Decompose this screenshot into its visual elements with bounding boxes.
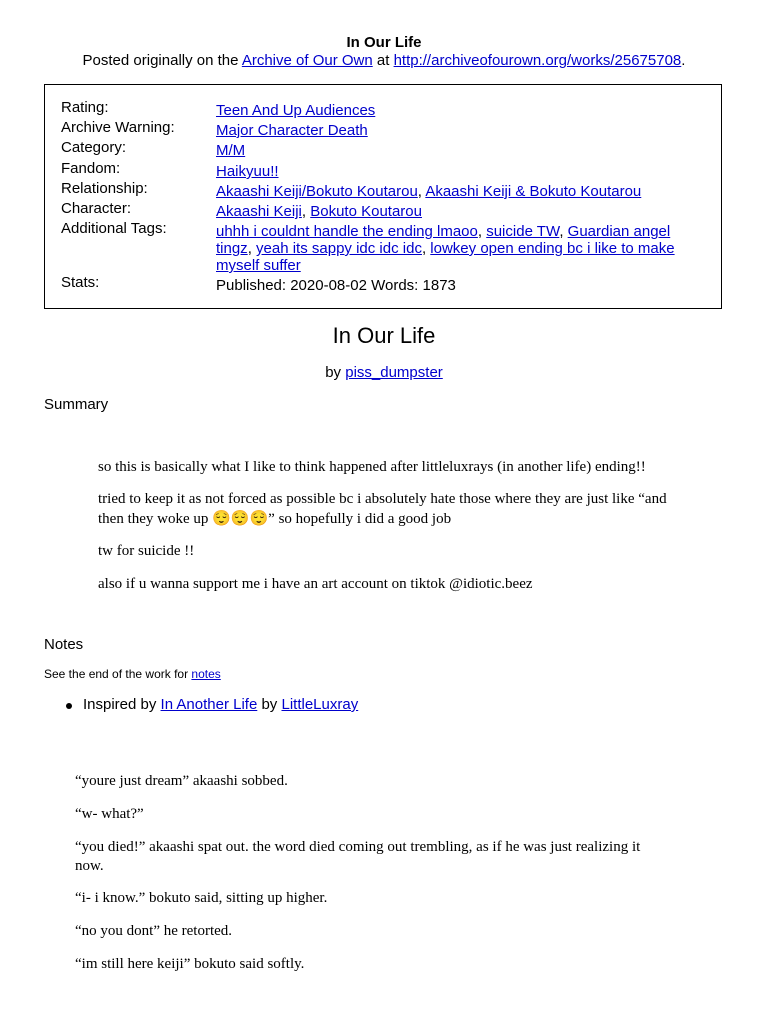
- relationship-link[interactable]: Akaashi Keiji/Bokuto Koutarou: [216, 183, 418, 200]
- tag-link[interactable]: uhhh i couldnt handle the ending lmaoo: [216, 223, 478, 240]
- warning-label: Archive Warning:: [61, 119, 175, 136]
- tag-link[interactable]: Guardian angel tingz: [216, 223, 671, 257]
- notes-heading: Notes: [44, 636, 84, 653]
- character-label: Character:: [61, 200, 132, 217]
- posted-line: [0, 52, 768, 69]
- warning-link[interactable]: Major Character Death: [216, 122, 368, 139]
- character-link[interactable]: Bokuto Koutarou: [310, 203, 422, 220]
- relationship-list: Akaashi Keiji/Bokuto Koutarou, Akaashi Keiji & Bokuto Koutarou: [216, 183, 642, 200]
- see-end-text: See the end of the work for: [44, 667, 192, 681]
- stats-value: Published: 2020-08-02 Words: 1873: [216, 277, 456, 294]
- rating-link[interactable]: Teen And Up Audiences: [216, 102, 376, 119]
- summary-paragraph: tried to keep it as not forced as possible bc i absolutely hate those where they are just like “and then they woke up 😌😌😌” so hopefully i did a good job: [98, 491, 667, 527]
- fandom-label: Fandom:: [61, 160, 121, 177]
- category-link[interactable]: M/M: [216, 142, 246, 159]
- inspired-work-link[interactable]: In Another Life: [160, 696, 258, 713]
- posted-prefix: Posted originally on the: [82, 52, 242, 69]
- inspired-author-link[interactable]: LittleLuxray: [281, 696, 359, 713]
- stats-label: Stats:: [61, 274, 100, 291]
- fandom-link[interactable]: Haikyuu!!: [216, 163, 279, 180]
- summary-paragraph: also if u wanna support me i have an art account on tiktok @idiotic.beez: [98, 576, 533, 592]
- list-bullet: [66, 703, 72, 709]
- at-text: at: [372, 52, 394, 69]
- archive-link[interactable]: Archive of Our Own: [241, 52, 373, 69]
- story-paragraph: “youre just dream” akaashi sobbed.: [75, 773, 288, 789]
- character-list: Akaashi Keiji, Bokuto Koutarou: [216, 203, 422, 220]
- relationship-link[interactable]: Akaashi Keiji & Bokuto Koutarou: [425, 183, 642, 200]
- tags-list: uhhh i couldnt handle the ending lmaoo, suicide TW, Guardian angel tingz, yeah its sappy idc idc idc, lowkey open ending bc i like to make myself suffer: [216, 223, 675, 274]
- period: .: [681, 52, 686, 69]
- relationship-label: Relationship:: [61, 180, 148, 197]
- author-link[interactable]: piss_dumpster: [345, 364, 443, 381]
- story-paragraph: “w- what?”: [75, 806, 144, 822]
- story-paragraph: “you died!” akaashi spat out. the word died coming out trembling, as if he was just realizing it now.: [75, 839, 641, 874]
- story-paragraph: “i- i know.” bokuto said, sitting up higher.: [75, 890, 328, 906]
- tags-label: Additional Tags:: [61, 220, 167, 237]
- inspired-prefix: Inspired by: [83, 696, 161, 713]
- story-paragraph: “no you dont” he retorted.: [75, 923, 233, 939]
- tag-link[interactable]: yeah its sappy idc idc idc: [256, 240, 422, 257]
- category-label: Category:: [61, 139, 127, 156]
- by-text: by: [325, 364, 346, 381]
- notes-link[interactable]: notes: [191, 667, 221, 681]
- summary-heading: Summary: [44, 396, 109, 413]
- tag-link[interactable]: lowkey open ending bc i like to make myself suffer: [216, 240, 675, 274]
- end-notes-pointer: [44, 667, 221, 681]
- byline: [0, 364, 768, 381]
- summary-paragraph: tw for suicide !!: [98, 543, 195, 559]
- work-url-link[interactable]: http://archiveofourown.org/works/25675708: [393, 52, 682, 69]
- story-paragraph: “im still here keiji” bokuto said softly.: [75, 956, 305, 972]
- inspired-by-text: by: [257, 696, 282, 713]
- work-metadata-box: [44, 84, 722, 309]
- tag-link[interactable]: suicide TW: [486, 223, 560, 240]
- inspired-by-item: [83, 696, 358, 713]
- work-title: In Our Life: [332, 323, 436, 348]
- character-link[interactable]: Akaashi Keiji: [216, 203, 302, 220]
- document-header-title: In Our Life: [346, 34, 422, 51]
- rating-label: Rating:: [61, 99, 109, 116]
- summary-paragraph: so this is basically what I like to think happened after littleluxrays (in another life) ending!!: [98, 459, 646, 475]
